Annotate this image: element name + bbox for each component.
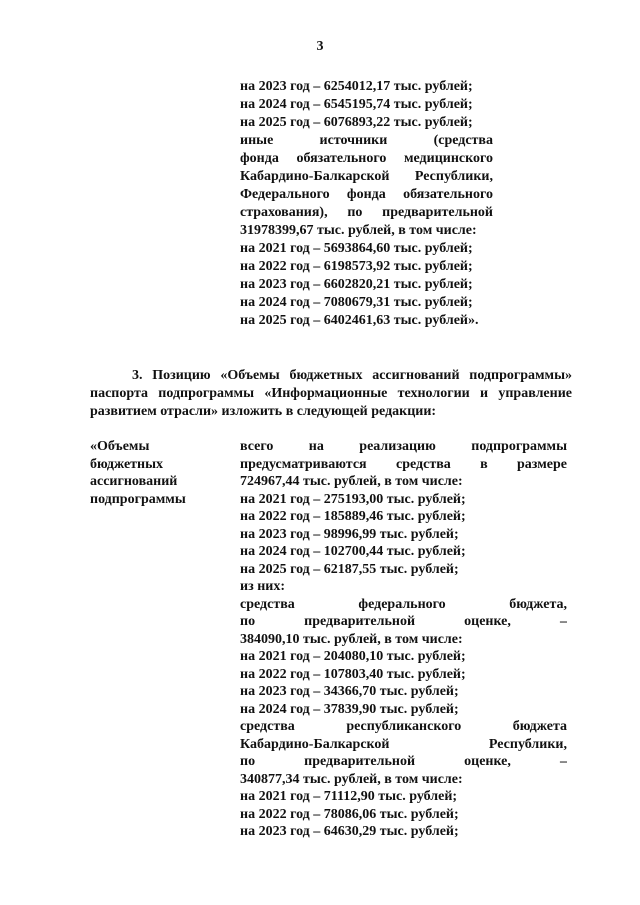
table-label-column bbox=[90, 438, 225, 508]
table-value-line: 724967,44 тыс. рублей, в том числе: bbox=[240, 474, 463, 489]
funding-line: на 2023 год – 6254012,17 тыс. рублей; bbox=[240, 79, 473, 94]
table-value-line: Кабардино-Балкарской Республики, bbox=[240, 736, 567, 752]
table-value-line: на 2023 год – 64630,29 тыс. рублей; bbox=[240, 824, 459, 839]
table-value-line: на 2021 год – 275193,00 тыс. рублей; bbox=[240, 491, 466, 507]
funding-line: 31978399,67 тыс. рублей, в том числе: bbox=[240, 223, 477, 238]
section-line: паспорта подпрограммы «Информационные технологии и управление bbox=[90, 386, 572, 401]
funding-line: на 2025 год – 6076893,22 тыс. рублей; bbox=[240, 115, 473, 130]
funding-line: на 2025 год – 6402461,63 тыс. рублей». bbox=[240, 313, 479, 328]
table-value-line: из них: bbox=[240, 579, 285, 594]
funding-line: на 2023 год – 6602820,21 тыс. рублей; bbox=[240, 277, 473, 292]
funding-line: на 2024 год – 6545195,74 тыс. рублей; bbox=[240, 97, 473, 112]
table-value-line: средства федерального бюджета, bbox=[240, 596, 567, 612]
funding-line: на 2024 год – 7080679,31 тыс. рублей; bbox=[240, 295, 473, 310]
funding-line: на 2021 год – 5693864,60 тыс. рублей; bbox=[240, 241, 473, 256]
funding-line: страхования), по предварительной bbox=[240, 205, 493, 220]
funding-line: фонда обязательного медицинского bbox=[240, 151, 493, 166]
funding-continuation-block bbox=[240, 78, 493, 330]
table-value-line: по предварительной оценке, – bbox=[240, 614, 567, 629]
section-line: развитием отрасли» изложить в следующей редакции: bbox=[90, 404, 437, 419]
table-value-line: на 2023 год – 98996,99 тыс. рублей; bbox=[240, 526, 459, 542]
table-value-line: предусматриваются средства в размере bbox=[240, 456, 567, 472]
table-value-line: всего на реализацию подпрограммы bbox=[240, 439, 567, 454]
table-label-line: бюджетных bbox=[90, 456, 164, 472]
table-value-line: на 2022 год – 107803,40 тыс. рублей; bbox=[240, 666, 466, 682]
page-number: 3 bbox=[316, 39, 324, 54]
table-value-line: на 2022 год – 78086,06 тыс. рублей; bbox=[240, 806, 459, 822]
funding-line: на 2022 год – 6198573,92 тыс. рублей; bbox=[240, 259, 473, 274]
table-value-line: на 2023 год – 34366,70 тыс. рублей; bbox=[240, 684, 459, 699]
table-label-line: подпрограммы bbox=[90, 491, 186, 507]
table-label-line: ассигнований bbox=[90, 474, 178, 489]
table-value-line: на 2024 год – 37839,90 тыс. рублей; bbox=[240, 701, 459, 717]
table-value-line: на 2022 год – 185889,46 тыс. рублей; bbox=[240, 509, 466, 524]
table-value-line: на 2021 год – 204080,10 тыс. рублей; bbox=[240, 649, 466, 664]
table-value-line: на 2025 год – 62187,55 тыс. рублей; bbox=[240, 561, 459, 577]
table-value-line: 340877,34 тыс. рублей, в том числе: bbox=[240, 771, 463, 787]
funding-line: Кабардино-Балкарской Республики, bbox=[240, 169, 493, 184]
section-line: 3. Позицию «Объемы бюджетных ассигнований подпрограммы» bbox=[132, 368, 572, 383]
table-value-line: 384090,10 тыс. рублей, в том числе: bbox=[240, 631, 463, 647]
table-value-line: по предварительной оценке, – bbox=[240, 754, 567, 769]
table-label-line: «Объемы bbox=[90, 439, 150, 454]
funding-line: Федерального фонда обязательного bbox=[240, 187, 493, 202]
table-value-line: на 2024 год – 102700,44 тыс. рублей; bbox=[240, 544, 466, 559]
table-value-line: на 2021 год – 71112,90 тыс. рублей; bbox=[240, 789, 458, 804]
funding-line: иные источники (средства bbox=[240, 133, 493, 148]
table-value-line: средства республиканского бюджета bbox=[240, 719, 567, 734]
section-paragraph bbox=[90, 367, 572, 421]
table-value-column bbox=[240, 438, 567, 841]
